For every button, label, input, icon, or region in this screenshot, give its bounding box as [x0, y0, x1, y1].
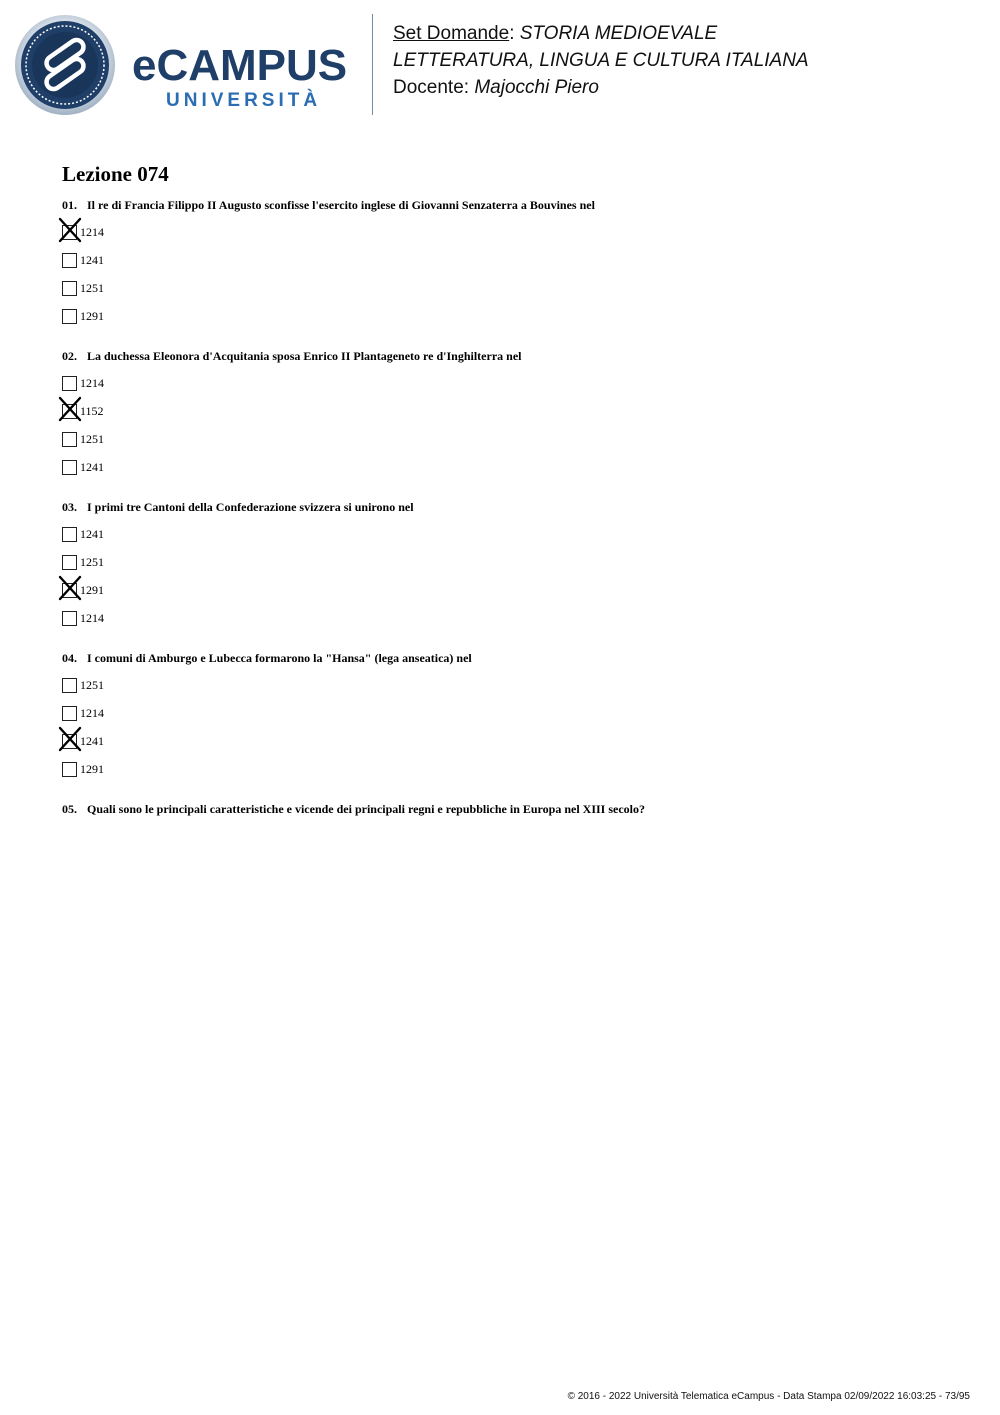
answer-label: 1241	[80, 734, 104, 748]
answer-option[interactable]	[62, 253, 962, 281]
checkbox[interactable]	[62, 762, 77, 777]
checkbox[interactable]	[62, 527, 77, 542]
answer-label: 1291	[80, 762, 104, 776]
answer-option[interactable]	[62, 309, 962, 337]
x-mark-icon	[58, 726, 82, 752]
question-prompt: Quali sono le principali caratteristiche e vicende dei principali regni e repubbliche in Europa nel XIII secolo?	[87, 802, 646, 816]
answer-option[interactable]	[62, 555, 962, 583]
answer-label: 1241	[80, 527, 104, 541]
question-1	[62, 198, 962, 337]
answer-option[interactable]	[62, 432, 962, 460]
checkbox[interactable]	[62, 432, 77, 447]
teacher-name: Majocchi Piero	[474, 77, 599, 98]
question-prompt: La duchessa Eleonora d'Acquitania sposa Enrico II Plantageneto re d'Inghilterra nel	[87, 349, 522, 363]
header-divider	[372, 14, 373, 115]
checkbox[interactable]	[62, 376, 77, 391]
ecampus-seal-logo	[14, 14, 116, 116]
question-number: 01.	[62, 198, 77, 212]
answer-option[interactable]	[62, 527, 962, 555]
question-prompt: Il re di Francia Filippo II Augusto sconfisse l'esercito inglese di Giovanni Senzaterra a Bouvines nel	[87, 198, 595, 212]
question-text	[62, 802, 962, 816]
teacher-label: Docente:	[393, 77, 475, 98]
answer-label: 1241	[80, 253, 104, 267]
answer-label: 1152	[80, 404, 104, 418]
page-header	[0, 0, 1000, 130]
question-4	[62, 651, 962, 790]
teacher-line	[393, 74, 809, 101]
checkbox[interactable]	[62, 253, 77, 268]
svg-text:UNIVERSITÀ: UNIVERSITÀ	[166, 90, 322, 111]
answer-label: 1214	[80, 225, 104, 239]
question-text	[62, 349, 962, 363]
answer-label: 1251	[80, 678, 104, 692]
answer-options	[62, 376, 962, 488]
answer-label: 1241	[80, 460, 104, 474]
answer-option[interactable]	[62, 678, 962, 706]
question-5	[62, 802, 962, 816]
set-label: Set Domande	[393, 23, 510, 44]
question-number: 02.	[62, 349, 77, 363]
answer-option[interactable]	[62, 460, 962, 488]
answer-option[interactable]	[62, 734, 962, 762]
checkbox[interactable]	[62, 611, 77, 626]
answer-options	[62, 225, 962, 337]
question-text	[62, 651, 962, 665]
question-number: 03.	[62, 500, 77, 514]
answer-label: 1251	[80, 432, 104, 446]
answer-label: 1214	[80, 376, 104, 390]
question-2	[62, 349, 962, 488]
question-number: 05.	[62, 802, 77, 816]
answer-option[interactable]	[62, 762, 962, 790]
svg-text:eCAMPUS: eCAMPUS	[132, 41, 348, 90]
answer-option[interactable]	[62, 281, 962, 309]
course-line-1: Set Domande: STORIA MEDIOEVALE	[393, 23, 718, 44]
answer-option[interactable]	[62, 404, 962, 432]
question-prompt: I primi tre Cantoni della Confederazione svizzera si unirono nel	[87, 500, 414, 514]
answer-options	[62, 527, 962, 639]
answer-label: 1291	[80, 309, 104, 323]
ecampus-wordmark-logo	[132, 40, 356, 112]
answer-options	[62, 678, 962, 790]
answer-option[interactable]	[62, 611, 962, 639]
question-3	[62, 500, 962, 639]
answer-option[interactable]	[62, 225, 962, 253]
checkbox[interactable]	[62, 460, 77, 475]
x-mark-icon	[58, 217, 82, 243]
question-text	[62, 500, 962, 514]
course-name: STORIA MEDIOEVALE	[519, 23, 718, 44]
page-footer: © 2016 - 2022 Università Telematica eCampus - Data Stampa 02/09/2022 16:03:25 - 73/95	[567, 1391, 970, 1402]
question-number: 04.	[62, 651, 77, 665]
checkbox[interactable]	[62, 309, 77, 324]
lesson-title: Lezione 074	[62, 162, 169, 186]
checkbox[interactable]	[62, 678, 77, 693]
checkbox[interactable]	[62, 281, 77, 296]
course-info	[393, 20, 809, 101]
answer-option[interactable]	[62, 706, 962, 734]
answer-option[interactable]	[62, 583, 962, 611]
answer-option[interactable]	[62, 376, 962, 404]
question-text	[62, 198, 962, 212]
answer-label: 1251	[80, 281, 104, 295]
answer-label: 1214	[80, 706, 104, 720]
checkbox[interactable]	[62, 706, 77, 721]
checkbox[interactable]	[62, 555, 77, 570]
x-mark-icon	[58, 575, 82, 601]
answer-label: 1214	[80, 611, 104, 625]
question-prompt: I comuni di Amburgo e Lubecca formarono la "Hansa" (lega anseatica) nel	[87, 651, 472, 665]
answer-label: 1251	[80, 555, 104, 569]
x-mark-icon	[58, 396, 82, 422]
answer-label: 1291	[80, 583, 104, 597]
course-line-2: LETTERATURA, LINGUA E CULTURA ITALIANA	[393, 50, 809, 71]
